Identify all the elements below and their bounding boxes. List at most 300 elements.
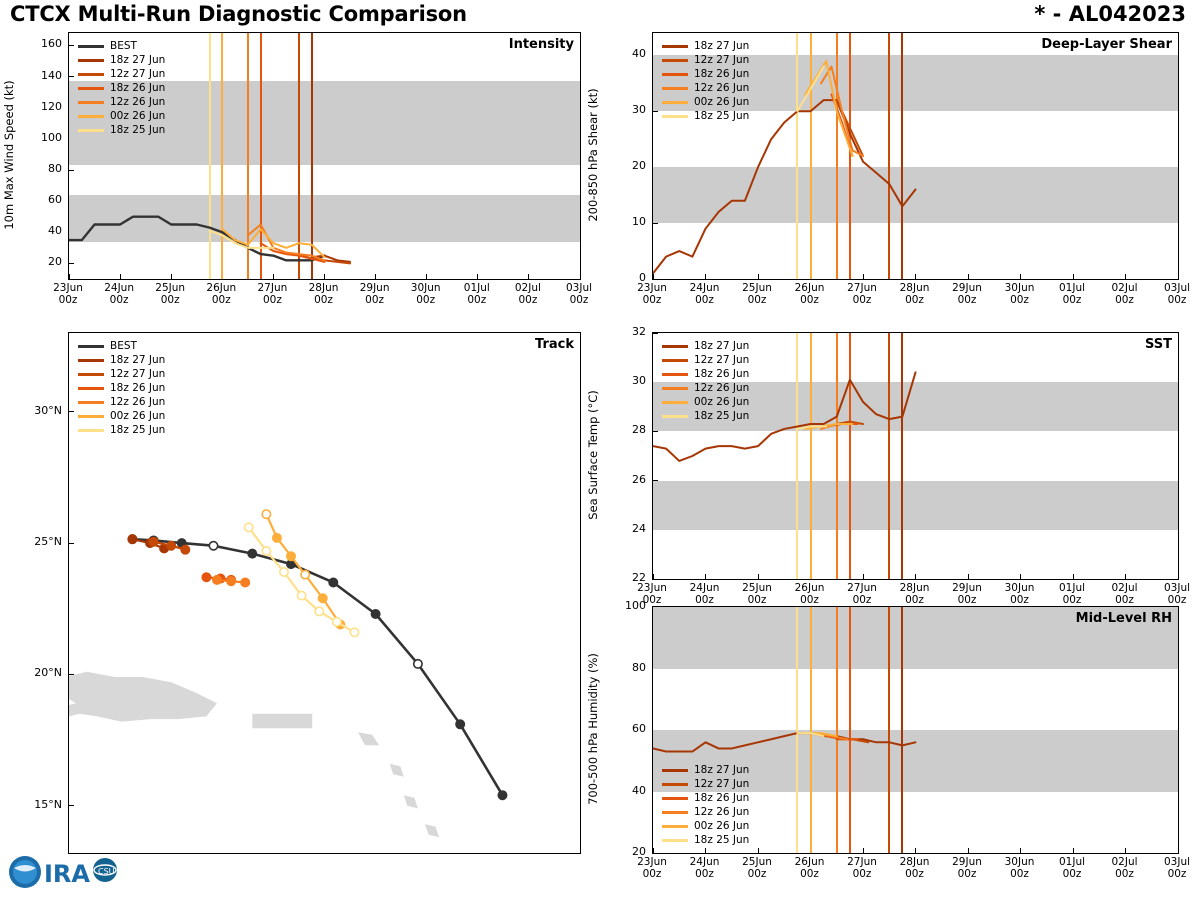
legend bbox=[75, 37, 168, 139]
x-tick-day: 03Jul bbox=[1163, 582, 1191, 594]
landmass-shape bbox=[69, 672, 217, 722]
x-tick-day: 24Jun bbox=[104, 282, 134, 294]
x-tick-label bbox=[784, 582, 836, 606]
legend-color-swatch bbox=[662, 415, 688, 418]
x-tick-hour: 00z bbox=[262, 294, 282, 306]
x-tick-day: 25Jun bbox=[742, 582, 772, 594]
y-axis-title: 200-850 hPa Shear (kt) bbox=[586, 88, 600, 222]
track-point-marker bbox=[333, 618, 341, 626]
x-tick-label bbox=[994, 856, 1046, 880]
x-tick-hour: 00z bbox=[695, 294, 714, 306]
track-point-marker bbox=[248, 549, 256, 557]
legend-label: 18z 27 Jun bbox=[694, 764, 750, 776]
x-tick-day: 23Jun bbox=[53, 282, 83, 294]
x-tick-day: 27Jun bbox=[847, 282, 877, 294]
x-tick-day: 01Jul bbox=[1058, 282, 1086, 294]
legend-label: 00z 26 Jun bbox=[694, 396, 750, 408]
legend-label: BEST bbox=[110, 40, 137, 52]
x-tick-hour: 00z bbox=[1062, 294, 1082, 306]
legend-item[interactable] bbox=[78, 395, 165, 409]
x-tick-hour: 00z bbox=[957, 294, 977, 306]
legend-color-swatch bbox=[662, 73, 688, 76]
x-tick-hour: 00z bbox=[695, 868, 714, 880]
legend-color-swatch bbox=[78, 429, 104, 432]
legend-item[interactable] bbox=[662, 67, 749, 81]
legend-item[interactable] bbox=[78, 67, 165, 81]
y-tick-label: 20 bbox=[632, 845, 646, 858]
x-tick-day: 01Jul bbox=[463, 282, 490, 294]
y-tick-label: 0 bbox=[639, 271, 646, 284]
x-tick-hour: 00z bbox=[1167, 594, 1187, 606]
legend-color-swatch bbox=[78, 387, 104, 390]
legend-label: 00z 26 Jun bbox=[110, 110, 166, 122]
legend-item[interactable] bbox=[662, 791, 749, 805]
x-tick-hour: 00z bbox=[58, 294, 78, 306]
x-tick-hour: 00z bbox=[518, 294, 538, 306]
y-tick-label: 40 bbox=[632, 47, 646, 61]
legend-item[interactable] bbox=[662, 819, 749, 833]
cira-logo bbox=[8, 850, 120, 894]
track-point-marker bbox=[245, 523, 253, 531]
x-tick-hour: 00z bbox=[416, 294, 436, 306]
legend-label: 18z 26 Jun bbox=[694, 68, 750, 80]
storm-id-label: * - AL042023 bbox=[1034, 2, 1186, 26]
x-tick-day: 29Jun bbox=[952, 582, 982, 594]
x-tick-label bbox=[502, 282, 554, 306]
x-tick-hour: 00z bbox=[642, 594, 662, 606]
legend-label: 00z 26 Jun bbox=[694, 820, 750, 832]
x-tick-label bbox=[889, 856, 941, 880]
legend-label: 18z 27 Jun bbox=[110, 354, 166, 366]
track-point-marker bbox=[167, 542, 175, 550]
x-tick-day: 24Jun bbox=[689, 582, 720, 594]
x-tick-hour: 00z bbox=[800, 294, 819, 306]
legend-color-swatch bbox=[78, 115, 104, 118]
landmass-shape bbox=[252, 714, 312, 729]
x-tick-hour: 00z bbox=[1010, 294, 1029, 306]
track-point-marker bbox=[414, 660, 422, 668]
track-point-marker bbox=[262, 547, 270, 555]
x-tick-hour: 00z bbox=[1010, 868, 1029, 880]
legend-color-swatch bbox=[662, 839, 688, 842]
x-tick-hour: 00z bbox=[905, 868, 924, 880]
track-point-marker bbox=[456, 720, 464, 728]
track-line bbox=[249, 527, 355, 632]
legend-color-swatch bbox=[662, 401, 688, 404]
legend-label: BEST bbox=[110, 340, 137, 352]
legend-label: 18z 26 Jun bbox=[110, 382, 166, 394]
x-tick-day: 30Jun bbox=[1004, 282, 1035, 294]
track-panel bbox=[68, 332, 581, 854]
y-tick-label: 10 bbox=[632, 215, 646, 229]
y-tick-label: 60 bbox=[48, 193, 62, 207]
y-tick-label: 140 bbox=[41, 68, 62, 82]
track-point-marker bbox=[498, 791, 506, 799]
legend-color-swatch bbox=[662, 101, 688, 104]
legend bbox=[659, 37, 752, 125]
x-tick-hour: 00z bbox=[695, 594, 714, 606]
sst-panel bbox=[652, 332, 1179, 580]
x-tick-label bbox=[784, 282, 836, 306]
x-tick-hour: 00z bbox=[957, 594, 977, 606]
legend-label: 12z 27 Jun bbox=[694, 778, 750, 790]
legend-color-swatch bbox=[78, 87, 104, 90]
legend-color-swatch bbox=[662, 769, 688, 772]
x-tick-label bbox=[994, 582, 1046, 606]
legend-item[interactable] bbox=[662, 353, 749, 367]
legend-color-swatch bbox=[662, 797, 688, 800]
x-tick-label bbox=[626, 282, 678, 306]
legend-color-swatch bbox=[78, 373, 104, 376]
x-tick-label bbox=[553, 282, 605, 306]
legend-color-swatch bbox=[78, 415, 104, 418]
legend-item[interactable] bbox=[662, 833, 749, 847]
x-tick-label bbox=[889, 282, 941, 306]
legend-color-swatch bbox=[78, 129, 104, 132]
track-point-marker bbox=[209, 542, 217, 550]
x-tick-label bbox=[836, 582, 888, 606]
x-tick-day: 03Jul bbox=[1163, 282, 1191, 294]
x-tick-label bbox=[1099, 282, 1151, 306]
x-tick-label bbox=[994, 282, 1046, 306]
track-point-marker bbox=[319, 594, 327, 602]
x-tick-day: 02Jul bbox=[1111, 856, 1138, 868]
x-tick-hour: 00z bbox=[747, 594, 767, 606]
x-tick-hour: 00z bbox=[109, 294, 129, 306]
x-tick-hour: 00z bbox=[800, 868, 819, 880]
y-tick-label: 100 bbox=[625, 599, 646, 612]
x-tick-day: 02Jul bbox=[1111, 582, 1138, 594]
track-point-marker bbox=[213, 576, 221, 584]
legend-label: 18z 25 Jun bbox=[694, 110, 750, 122]
track-point-marker bbox=[149, 538, 157, 546]
legend-item[interactable] bbox=[662, 95, 749, 109]
x-tick-label bbox=[349, 282, 401, 306]
legend-color-swatch bbox=[78, 359, 104, 362]
track-point-marker bbox=[128, 535, 136, 543]
legend-color-swatch bbox=[662, 783, 688, 786]
track-point-marker bbox=[315, 607, 323, 615]
x-tick-day: 24Jun bbox=[689, 282, 720, 294]
sst-plot-area bbox=[653, 333, 1178, 579]
x-tick-label bbox=[1151, 582, 1200, 606]
legend-color-swatch bbox=[78, 45, 104, 48]
legend-color-swatch bbox=[662, 59, 688, 62]
legend-item[interactable] bbox=[662, 53, 749, 67]
x-tick-label bbox=[941, 856, 993, 880]
x-tick-day: 25Jun bbox=[155, 282, 186, 294]
shear-plot-area bbox=[653, 33, 1178, 279]
legend-item[interactable] bbox=[662, 763, 749, 777]
y-tick-label: 80 bbox=[48, 162, 62, 175]
series-line bbox=[653, 733, 916, 751]
x-tick-day: 29Jun bbox=[952, 856, 982, 868]
track-point-marker bbox=[202, 573, 210, 581]
x-tick-label bbox=[246, 282, 298, 306]
legend-label: 00z 26 Jun bbox=[694, 96, 750, 108]
y-tick-label: 20 bbox=[632, 159, 646, 173]
legend-item[interactable] bbox=[662, 409, 749, 423]
track-point-marker bbox=[227, 577, 235, 585]
x-tick-day: 30Jun bbox=[1004, 856, 1035, 868]
y-tick-label: 24 bbox=[632, 521, 646, 535]
x-tick-label bbox=[941, 282, 993, 306]
x-tick-day: 28Jun bbox=[899, 582, 930, 594]
x-tick-day: 25Jun bbox=[742, 282, 772, 294]
x-tick-label bbox=[1151, 282, 1200, 306]
x-tick-day: 27Jun bbox=[847, 582, 877, 594]
y-tick-label: 20 bbox=[48, 255, 62, 269]
x-tick-hour: 00z bbox=[1062, 594, 1082, 606]
shear-panel bbox=[652, 32, 1179, 280]
y-tick-label: 100 bbox=[41, 130, 62, 144]
x-tick-day: 23Jun bbox=[637, 282, 667, 294]
x-tick-day: 26Jun bbox=[794, 582, 825, 594]
svg-text:IRA: IRA bbox=[44, 860, 90, 888]
x-tick-hour: 00z bbox=[957, 868, 977, 880]
y-tick-label: 26 bbox=[632, 472, 646, 486]
legend-item[interactable] bbox=[662, 395, 749, 409]
series-line bbox=[653, 100, 916, 273]
legend-color-swatch bbox=[78, 59, 104, 62]
legend-item[interactable] bbox=[78, 123, 165, 137]
x-tick-label bbox=[1099, 582, 1151, 606]
legend-label: 18z 25 Jun bbox=[110, 124, 166, 136]
x-tick-label bbox=[1046, 582, 1098, 606]
legend-item[interactable] bbox=[78, 409, 165, 423]
x-tick-day: 03Jul bbox=[1163, 856, 1191, 868]
x-tick-day: 27Jun bbox=[257, 282, 288, 294]
x-tick-hour: 00z bbox=[1115, 868, 1134, 880]
y-axis-title: 700-500 hPa Humidity (%) bbox=[586, 653, 600, 805]
x-tick-label bbox=[626, 856, 678, 880]
y-tick-label: 30°N bbox=[34, 403, 62, 417]
x-tick-day: 30Jun bbox=[410, 282, 441, 294]
legend-item[interactable] bbox=[78, 81, 165, 95]
track-point-marker bbox=[350, 628, 358, 636]
legend-label: 18z 27 Jun bbox=[694, 40, 750, 52]
x-tick-day: 01Jul bbox=[1058, 856, 1086, 868]
track-point-marker bbox=[273, 534, 281, 542]
x-tick-label bbox=[836, 856, 888, 880]
x-tick-hour: 00z bbox=[747, 868, 767, 880]
legend-label: 12z 27 Jun bbox=[694, 354, 750, 366]
page-title: CTCX Multi-Run Diagnostic Comparison bbox=[10, 2, 467, 26]
legend-label: 18z 25 Jun bbox=[694, 410, 750, 422]
x-tick-label bbox=[1046, 282, 1098, 306]
x-tick-hour: 00z bbox=[800, 594, 819, 606]
x-tick-label bbox=[1151, 856, 1200, 880]
legend-label: 12z 27 Jun bbox=[110, 68, 166, 80]
legend-label: 12z 27 Jun bbox=[694, 54, 750, 66]
legend-item[interactable] bbox=[78, 339, 165, 353]
x-tick-day: 26Jun bbox=[794, 282, 825, 294]
track-point-marker bbox=[287, 552, 295, 560]
legend-color-swatch bbox=[78, 345, 104, 348]
x-tick-label bbox=[298, 282, 350, 306]
intensity-panel-title: Intensity bbox=[508, 37, 574, 52]
x-tick-label bbox=[42, 282, 94, 306]
y-tick-label: 15°N bbox=[34, 797, 62, 811]
track-point-marker bbox=[241, 578, 249, 586]
legend-color-swatch bbox=[662, 811, 688, 814]
legend-item[interactable] bbox=[78, 381, 165, 395]
x-tick-label bbox=[941, 582, 993, 606]
x-tick-hour: 00z bbox=[211, 294, 231, 306]
landmass-shape bbox=[358, 732, 379, 745]
x-tick-day: 02Jul bbox=[1111, 282, 1138, 294]
rh-plot-area bbox=[653, 607, 1178, 853]
y-tick-label: 40 bbox=[48, 224, 62, 238]
x-tick-hour: 00z bbox=[160, 294, 180, 306]
legend-color-swatch bbox=[662, 359, 688, 362]
legend-item[interactable] bbox=[78, 39, 165, 53]
x-tick-hour: 00z bbox=[642, 868, 662, 880]
y-axis-title: 10m Max Wind Speed (kt) bbox=[2, 80, 16, 230]
x-tick-hour: 00z bbox=[1010, 594, 1029, 606]
track-point-marker bbox=[329, 578, 337, 586]
intensity-plot-area bbox=[69, 33, 580, 279]
x-tick-label bbox=[1046, 856, 1098, 880]
legend-item[interactable] bbox=[78, 53, 165, 67]
y-tick-label: 120 bbox=[41, 99, 62, 113]
legend-color-swatch bbox=[662, 115, 688, 118]
shear-panel-title: Deep-Layer Shear bbox=[1041, 37, 1172, 52]
track-point-marker bbox=[371, 610, 379, 618]
track-plot-area bbox=[69, 333, 580, 853]
legend-item[interactable] bbox=[78, 109, 165, 123]
x-tick-day: 27Jun bbox=[847, 856, 877, 868]
track-point-marker bbox=[181, 545, 189, 553]
x-tick-hour: 00z bbox=[905, 594, 924, 606]
x-tick-label bbox=[731, 282, 783, 306]
x-tick-hour: 00z bbox=[314, 294, 333, 306]
x-tick-day: 01Jul bbox=[1058, 582, 1086, 594]
x-tick-day: 23Jun bbox=[637, 582, 667, 594]
legend-item[interactable] bbox=[662, 39, 749, 53]
legend-label: 12z 27 Jun bbox=[110, 368, 166, 380]
x-tick-day: 29Jun bbox=[359, 282, 390, 294]
x-tick-day: 28Jun bbox=[308, 282, 339, 294]
y-tick-label: 60 bbox=[632, 722, 646, 735]
legend bbox=[659, 337, 752, 425]
x-tick-label bbox=[679, 856, 731, 880]
legend-color-swatch bbox=[662, 345, 688, 348]
track-point-marker bbox=[297, 591, 305, 599]
legend-label: 12z 26 Jun bbox=[110, 396, 166, 408]
legend-label: 18z 25 Jun bbox=[110, 424, 166, 436]
x-tick-label bbox=[889, 582, 941, 606]
legend-label: 12z 26 Jun bbox=[694, 382, 750, 394]
y-tick-label: 40 bbox=[632, 783, 646, 797]
x-tick-hour: 00z bbox=[1167, 294, 1187, 306]
legend-label: 18z 26 Jun bbox=[694, 368, 750, 380]
x-tick-day: 28Jun bbox=[899, 282, 930, 294]
x-tick-hour: 00z bbox=[365, 294, 385, 306]
legend-color-swatch bbox=[662, 373, 688, 376]
y-tick-label: 32 bbox=[632, 325, 646, 338]
legend-item[interactable] bbox=[662, 805, 749, 819]
legend-color-swatch bbox=[662, 45, 688, 48]
x-tick-day: 28Jun bbox=[899, 856, 930, 868]
sst-panel-title: SST bbox=[1144, 337, 1172, 352]
x-tick-hour: 00z bbox=[747, 294, 767, 306]
x-tick-hour: 00z bbox=[569, 294, 589, 306]
legend-item[interactable] bbox=[662, 381, 749, 395]
x-tick-label bbox=[144, 282, 196, 306]
x-tick-label bbox=[451, 282, 503, 306]
x-tick-hour: 00z bbox=[1115, 294, 1134, 306]
x-tick-label bbox=[195, 282, 247, 306]
legend-item[interactable] bbox=[662, 339, 749, 353]
legend-label: 12z 26 Jun bbox=[694, 82, 750, 94]
x-tick-day: 02Jul bbox=[514, 282, 541, 294]
legend-item[interactable] bbox=[662, 777, 749, 791]
legend-item[interactable] bbox=[78, 95, 165, 109]
y-tick-label: 30 bbox=[632, 374, 646, 388]
y-tick-label: 20°N bbox=[34, 666, 62, 680]
landmass-shape bbox=[425, 824, 439, 837]
x-tick-day: 24Jun bbox=[689, 856, 720, 868]
legend-item[interactable] bbox=[662, 367, 749, 381]
y-axis-title: Sea Surface Temp (°C) bbox=[586, 390, 600, 520]
rh-panel bbox=[652, 606, 1179, 854]
rh-panel-title: Mid-Level RH bbox=[1075, 611, 1172, 626]
y-tick-label: 22 bbox=[632, 571, 646, 584]
track-line bbox=[132, 539, 502, 795]
track-point-marker bbox=[280, 568, 288, 576]
x-tick-hour: 00z bbox=[467, 294, 487, 306]
y-tick-label: 30 bbox=[632, 103, 646, 117]
legend bbox=[659, 761, 752, 849]
x-tick-hour: 00z bbox=[642, 294, 662, 306]
legend-label: 12z 26 Jun bbox=[694, 806, 750, 818]
track-point-marker bbox=[301, 570, 309, 578]
landmass-shape bbox=[404, 795, 418, 808]
x-tick-label bbox=[679, 582, 731, 606]
intensity-panel bbox=[68, 32, 581, 280]
svg-text:CSU: CSU bbox=[98, 867, 115, 876]
x-tick-label bbox=[679, 282, 731, 306]
x-tick-hour: 00z bbox=[1062, 868, 1082, 880]
legend-label: 18z 25 Jun bbox=[694, 834, 750, 846]
legend-label: 18z 26 Jun bbox=[110, 82, 166, 94]
x-tick-day: 26Jun bbox=[206, 282, 237, 294]
legend-item[interactable] bbox=[78, 367, 165, 381]
x-tick-label bbox=[731, 856, 783, 880]
track-point-marker bbox=[262, 510, 270, 518]
x-tick-label bbox=[731, 582, 783, 606]
legend-label: 00z 26 Jun bbox=[110, 410, 166, 422]
x-tick-label bbox=[784, 856, 836, 880]
x-tick-hour: 00z bbox=[852, 868, 872, 880]
x-tick-day: 03Jul bbox=[565, 282, 593, 294]
x-tick-day: 23Jun bbox=[637, 856, 667, 868]
legend-label: 18z 26 Jun bbox=[694, 792, 750, 804]
y-tick-label: 80 bbox=[632, 660, 646, 674]
legend-item[interactable] bbox=[662, 81, 749, 95]
legend-color-swatch bbox=[78, 401, 104, 404]
legend-item[interactable] bbox=[78, 353, 165, 367]
x-tick-hour: 00z bbox=[852, 294, 872, 306]
x-tick-label bbox=[836, 282, 888, 306]
legend-item[interactable] bbox=[662, 109, 749, 123]
legend-item[interactable] bbox=[78, 423, 165, 437]
x-tick-hour: 00z bbox=[1115, 594, 1134, 606]
landmass-shape bbox=[390, 764, 404, 777]
x-tick-day: 30Jun bbox=[1004, 582, 1035, 594]
y-tick-label: 28 bbox=[632, 423, 646, 437]
